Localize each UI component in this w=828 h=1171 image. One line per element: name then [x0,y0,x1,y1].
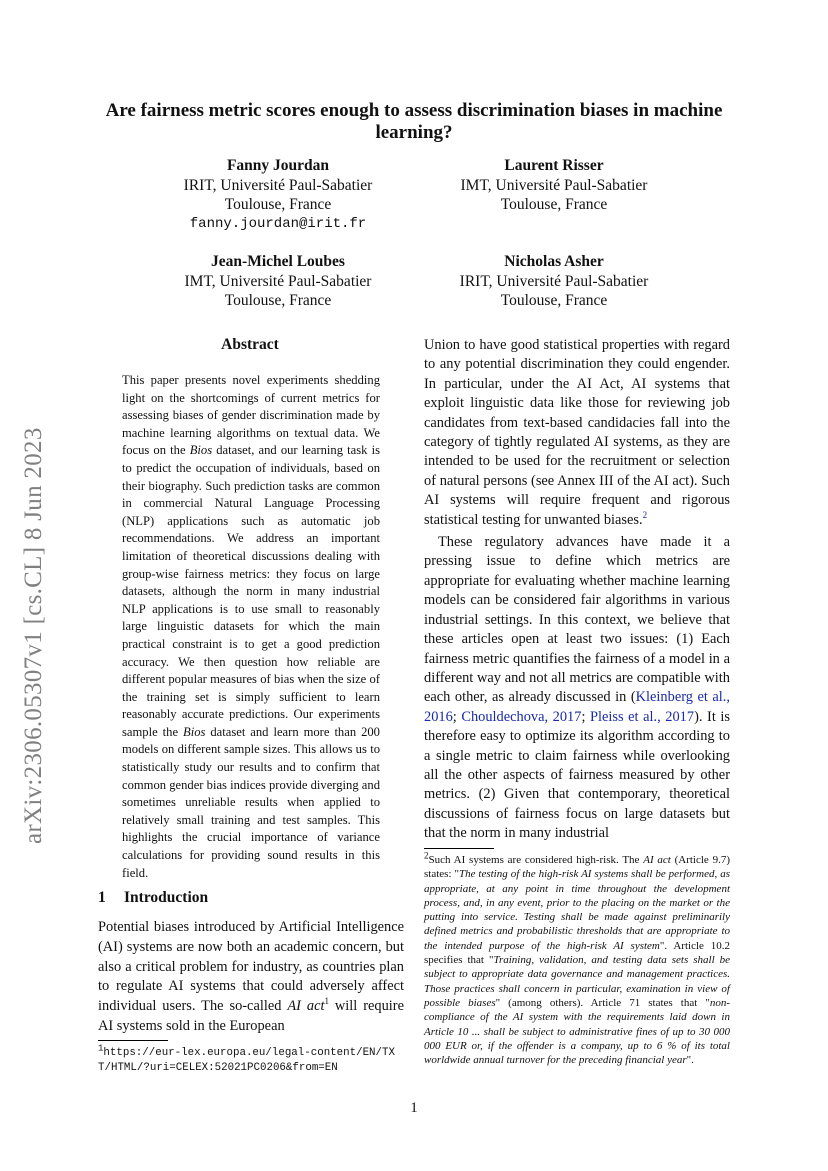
body-text: Union to have good statistical properties with regard to any potential discrimination they could engender. In particular, under the AI Act, AI systems that exploit linguistic data like those for reviewing job candidates from text-based candidacies fall into the category of tightly regulated AI systems, as they are intended to be used for the recruitment or selection of natural persons (see Annex III of the AI act). Such AI systems will require frequent and rigorous statistical testing for unwanted biases. [424,337,730,528]
citation-link[interactable]: Kleinberg et al., 2016 [424,689,730,725]
author-affiliation: IRIT, Université Paul-Sabatier [459,272,649,290]
footnote-2 [424,850,730,1067]
quoted-article: The testing of the high-risk AI systems shall be performed, as appropriate, at any point in time throughout the development process, and, in any event, prior to the placing on the market or the putting into service. Testing shall be made against preliminarily defined metrics and probabilistic thresholds that are appropriate to the intended purpose of the high-risk AI system [424,868,730,952]
abstract-heading: Abstract [221,336,279,353]
footnote-text: " (among others). Article 71 states that " [495,996,710,1009]
footnote-divider [424,848,494,849]
footnote-marker-1[interactable]: 1 [324,996,329,1007]
author-city: Toulouse, France [224,196,332,214]
footnote-text: ". [686,1054,694,1067]
ai-act-term: AI act [287,998,325,1015]
quoted-article: non-compliance of the AI system with the requirements laid down in Article 10 ... shall be subject to administrative fines of up to 30 000 000 EUR or, if the offender is a company, up to 6 % of its total worldwide annual turnover for the preceding financial year [424,996,730,1067]
body-text: ). It is therefore easy to optimize its algorithm according to a single metric to claim fairness while overlooking all the other aspects of fairness measured by other metrics. (2) Given that contemporary, theoretical discussions of fairness focus on large datasets but that the norm in many industrial [424,708,730,842]
footnote-number: 2 [424,850,429,861]
section-heading-introduction [98,889,208,907]
footnote-1 [98,1043,404,1076]
author-name: Laurent Risser [504,157,604,174]
body-paragraph [424,533,730,844]
abstract-body [122,372,380,882]
citation-link[interactable]: Chouldechova, 2017 [461,708,582,725]
footnote-text: Such AI systems are considered high-risk. The [428,854,644,866]
footnote-url[interactable]: https://eur-lex.europa.eu/legal-content/EN/TXT/HTML/?uri=CELEX:52021PC0206&from=EN [98,1047,395,1074]
author-affiliation: IMT, Université Paul-Sabatier [460,176,648,194]
author-block-3 [148,252,408,311]
author-name: Nicholas Asher [504,253,604,270]
footnote-text: ". Article 10.2 specifies that " [424,939,730,967]
bios-dataset-name: Bios [189,443,213,458]
abstract-text: dataset, and our learning task is to predict the occupation of individuals, based on their biography. Such prediction tasks are common in commercial Natural Language Processing (NLP) applications such as automatic job recommendations. We address an important limitation of theoretical discussions dealing with group-wise fairness metrics: they focus on large datasets, although the norm in many industrial NLP applications is to use small to reasonably large linguistic datasets for which the main practical constraint is to get a good prediction accuracy. We then question how reliable are different popular measures of bias when the size of the training set is simply sufficient to learn reasonably accurate predictions. Our experiments sample the [122,443,380,739]
footnote-marker-2[interactable]: 2 [642,509,648,520]
author-email[interactable]: fanny.jourdan@irit.fr [189,215,367,232]
body-paragraph [424,336,730,530]
footnote-text: (Article 9.7) states: " [424,854,730,881]
footnote-divider [98,1040,168,1041]
author-block-1 [148,156,408,234]
author-city: Toulouse, France [224,292,332,310]
footnote-number: 1 [98,1043,104,1054]
section-number: 1 [98,889,106,906]
author-name: Jean-Michel Loubes [211,253,345,270]
page-number: 1 [410,1100,418,1116]
author-city: Toulouse, France [500,196,608,214]
bios-dataset-name: Bios [183,724,206,739]
abstract-text: dataset and learn more than 200 models on different sample sizes. This allows us to statistically study our results and to confirm that common gender bias indices provide diverging and sometimes unreliable results when applied to relatively small training and test samples. This highlights the crucial importance of variance calculations for providing sound results in this field. [122,724,380,880]
citation-link[interactable]: Pleiss et al., 2017 [590,708,695,725]
right-column-body [424,336,730,844]
introduction-paragraph [98,918,404,1037]
author-affiliation: IMT, Université Paul-Sabatier [184,272,372,290]
section-title: Introduction [124,889,209,906]
citation-separator: ; [452,708,462,725]
paper-title: Are fairness metric scores enough to assess discrimination biases in machine learning? [105,100,723,143]
arxiv-identifier-text: arXiv:2306.05307v1 [cs.CL] 8 Jun 2023 [20,427,47,844]
intro-text: will require AI systems sold in the European [98,998,404,1034]
ai-act-term: AI act [643,854,671,866]
author-name: Fanny Jourdan [226,157,330,174]
quoted-article: Training, validation, and testing data sets shall be subject to appropriate data governance and management practices. Those practices shall concern in particular, examination in view of possible biases [424,954,730,1009]
author-affiliation: IRIT, Université Paul-Sabatier [183,176,373,194]
abstract-text: This paper presents novel experiments shedding light on the shortcomings of current metrics for assessing biases of gender discrimination made by machine learning algorithms on textual data. We focus on the [122,373,380,458]
author-city: Toulouse, France [500,292,608,310]
citation-separator: ; [581,708,591,725]
arxiv-identifier-stamp [20,378,60,844]
body-text: These regulatory advances have made it a pressing issue to define which metrics are appropriate for evaluating whether machine learning models can be considered fair algorithms in various industrial settings. In this context, we believe that these articles open at least two issues: (1) Each fairness metric quantifies the fairness of a model in a different way and not all metrics are compatible with each other, as already discussed in ( [424,534,730,706]
author-block-2 [424,156,684,215]
intro-text: Potential biases introduced by Artificial Intelligence (AI) systems are now both an academic concern, but also a critical problem for industry, as countries plan to regulate AI systems that could adversely affect individual users. The so-called [98,919,404,1015]
author-block-4 [424,252,684,311]
